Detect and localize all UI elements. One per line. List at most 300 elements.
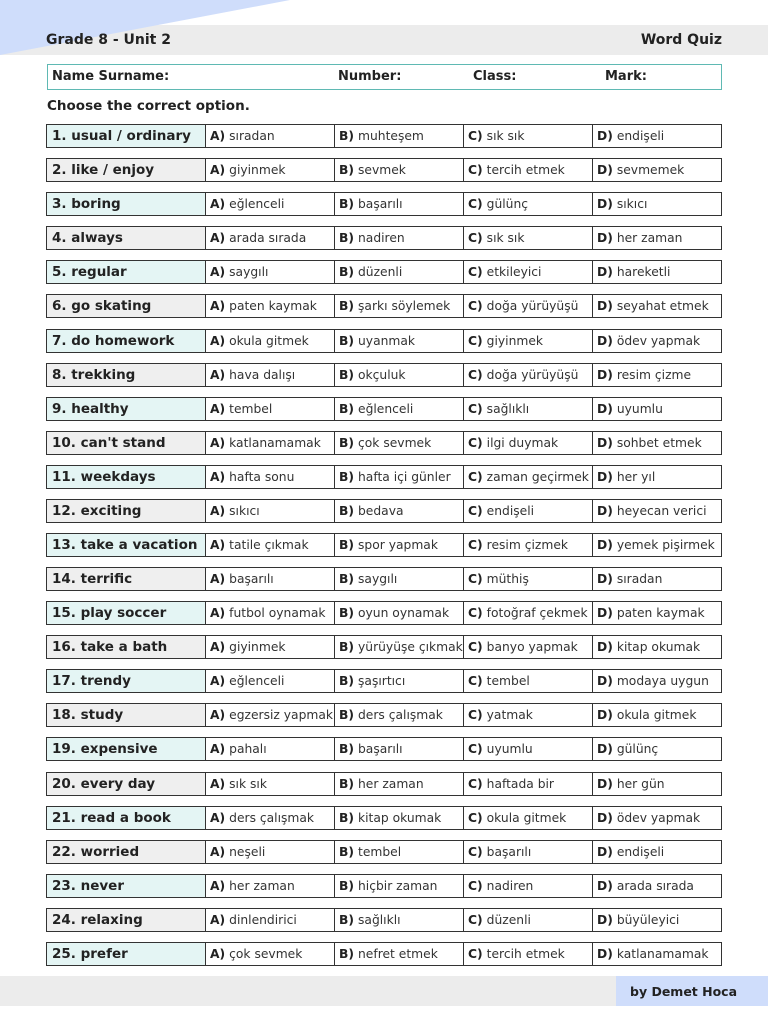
option-letter: A) [210, 878, 226, 893]
option-text: muhteşem [358, 129, 424, 143]
option-text: uyumlu [486, 742, 533, 757]
question-row [46, 601, 722, 625]
question-row [46, 669, 722, 693]
option-text: düzenli [486, 912, 531, 927]
answer-option[interactable] [464, 874, 593, 898]
answer-option[interactable] [335, 942, 464, 966]
answer-option[interactable] [464, 567, 593, 591]
option-text: tembel [358, 844, 402, 859]
option-text: nadiren [486, 878, 534, 893]
option-letter: B) [339, 776, 354, 791]
option-text: katlanamamak [616, 946, 709, 961]
question-row [46, 363, 722, 387]
answer-option[interactable] [335, 772, 464, 796]
option-letter: D) [597, 197, 613, 212]
option-letter: A) [210, 674, 226, 689]
option-letter: B) [339, 640, 354, 655]
answer-option[interactable] [593, 908, 722, 932]
option-text: gülünç [616, 742, 659, 757]
question-term: 8. trekking [46, 363, 206, 387]
option-text: kitap okumak [616, 640, 701, 655]
option-text: tercih etmek [486, 946, 565, 961]
option-letter: A) [210, 367, 226, 382]
answer-option[interactable] [335, 635, 464, 659]
option-text: saygılı [229, 265, 269, 280]
answer-option[interactable] [206, 942, 335, 966]
answer-option[interactable] [206, 635, 335, 659]
answer-option[interactable] [593, 499, 722, 523]
answer-option[interactable] [593, 840, 722, 864]
answer-option[interactable] [464, 363, 593, 387]
question-term: 13. take a vacation [46, 533, 206, 557]
answer-option[interactable] [593, 465, 722, 489]
name-surname-label: Name Surname: [52, 69, 170, 84]
answer-option[interactable] [464, 840, 593, 864]
answer-option[interactable] [593, 772, 722, 796]
answer-option[interactable] [464, 158, 593, 182]
option-text: sevmemek [616, 163, 685, 178]
answer-option[interactable] [593, 329, 722, 353]
question-row [46, 840, 722, 864]
option-text: sık sık [486, 129, 525, 143]
option-letter: A) [210, 129, 226, 143]
option-text: müthiş [486, 572, 529, 586]
option-text: gülünç [486, 197, 529, 212]
option-letter: B) [339, 367, 354, 382]
option-text: ödev yapmak [616, 333, 701, 348]
answer-option[interactable] [206, 192, 335, 216]
answer-option[interactable] [206, 533, 335, 557]
option-letter: C) [468, 197, 483, 212]
answer-option[interactable] [593, 806, 722, 830]
option-text: uyumlu [616, 401, 663, 416]
option-letter: C) [468, 844, 483, 859]
answer-option[interactable] [464, 703, 593, 727]
question-row [46, 942, 722, 966]
option-text: katlanamamak [229, 435, 321, 450]
question-term: 10. can't stand [46, 431, 206, 455]
option-letter: B) [339, 469, 354, 484]
option-text: arada sırada [616, 878, 694, 893]
answer-option[interactable] [206, 840, 335, 864]
option-letter: B) [339, 912, 354, 927]
option-letter: B) [339, 572, 354, 586]
option-letter: D) [597, 674, 613, 689]
answer-option[interactable] [593, 363, 722, 387]
answer-option[interactable] [464, 806, 593, 830]
option-text: yürüyüşe çıkmak [358, 640, 463, 655]
answer-option[interactable] [335, 601, 464, 625]
option-text: okula gitmek [229, 333, 309, 348]
option-letter: B) [339, 708, 354, 723]
question-row [46, 567, 722, 591]
answer-option[interactable] [593, 669, 722, 693]
answer-option[interactable] [335, 567, 464, 591]
option-letter: B) [339, 231, 354, 246]
option-letter: B) [339, 878, 354, 893]
question-row [46, 806, 722, 830]
option-text: heyecan verici [616, 503, 707, 518]
answer-option[interactable] [206, 397, 335, 421]
option-letter: B) [339, 810, 354, 825]
question-term: 6. go skating [46, 294, 206, 318]
answer-option[interactable] [464, 908, 593, 932]
question-row [46, 772, 722, 796]
answer-option[interactable] [464, 942, 593, 966]
option-letter: A) [210, 333, 226, 348]
answer-option[interactable] [335, 669, 464, 693]
answer-option[interactable] [593, 601, 722, 625]
option-letter: B) [339, 742, 354, 757]
answer-option[interactable] [593, 567, 722, 591]
option-letter: A) [210, 265, 226, 280]
question-term: 4. always [46, 226, 206, 250]
answer-option[interactable] [206, 703, 335, 727]
answer-option[interactable] [206, 669, 335, 693]
option-letter: B) [339, 333, 354, 348]
option-text: hava dalışı [229, 367, 296, 382]
answer-option[interactable] [464, 294, 593, 318]
answer-option[interactable] [464, 669, 593, 693]
student-info-box [47, 64, 722, 90]
option-letter: D) [597, 878, 613, 893]
answer-option[interactable] [464, 329, 593, 353]
question-row [46, 192, 722, 216]
option-text: modaya uygun [616, 674, 709, 689]
option-letter: A) [210, 503, 226, 518]
answer-option[interactable] [335, 874, 464, 898]
option-text: okçuluk [358, 367, 406, 382]
question-term: 7. do homework [46, 329, 206, 353]
answer-option[interactable] [593, 635, 722, 659]
option-text: başarılı [229, 572, 274, 586]
answer-option[interactable] [206, 329, 335, 353]
option-text: çok sevmek [229, 946, 303, 961]
option-text: neşeli [229, 844, 266, 859]
answer-option[interactable] [335, 431, 464, 455]
option-text: uyanmak [358, 333, 416, 348]
question-term: 16. take a bath [46, 635, 206, 659]
option-letter: A) [210, 912, 226, 927]
answer-option[interactable] [335, 533, 464, 557]
option-letter: C) [468, 469, 483, 484]
answer-option[interactable] [593, 124, 722, 148]
option-text: endişeli [486, 503, 535, 518]
answer-option[interactable] [206, 601, 335, 625]
option-letter: D) [597, 231, 613, 246]
answer-option[interactable] [335, 294, 464, 318]
answer-option[interactable] [206, 226, 335, 250]
option-text: sıradan [616, 572, 663, 586]
answer-option[interactable] [335, 226, 464, 250]
answer-option[interactable] [206, 431, 335, 455]
option-text: sevmek [358, 163, 406, 178]
answer-option[interactable] [593, 431, 722, 455]
option-letter: C) [468, 367, 483, 382]
option-text: her zaman [229, 878, 295, 893]
question-row [46, 397, 722, 421]
answer-option[interactable] [335, 158, 464, 182]
option-text: saygılı [358, 572, 398, 586]
answer-option[interactable] [593, 703, 722, 727]
answer-option[interactable] [335, 703, 464, 727]
answer-option[interactable] [464, 601, 593, 625]
option-letter: C) [468, 912, 483, 927]
option-text: sıkıcı [229, 503, 260, 518]
question-row [46, 533, 722, 557]
option-text: hareketli [616, 265, 671, 280]
question-row [46, 431, 722, 455]
answer-option[interactable] [335, 737, 464, 761]
option-letter: A) [210, 231, 226, 246]
option-text: pahalı [229, 742, 267, 757]
option-letter: D) [597, 776, 613, 791]
option-letter: C) [468, 776, 483, 791]
option-letter: A) [210, 435, 226, 450]
instruction-text: Choose the correct option. [47, 98, 250, 114]
option-letter: D) [597, 742, 613, 757]
option-letter: A) [210, 640, 226, 655]
option-text: doğa yürüyüşü [486, 367, 579, 382]
option-text: eğlenceli [358, 401, 414, 416]
option-letter: B) [339, 401, 354, 416]
option-text: giyinmek [229, 163, 286, 178]
option-letter: B) [339, 197, 354, 212]
question-term: 18. study [46, 703, 206, 727]
option-letter: C) [468, 299, 483, 314]
option-letter: B) [339, 299, 354, 314]
answer-option[interactable] [335, 806, 464, 830]
answer-option[interactable] [464, 737, 593, 761]
option-letter: D) [597, 299, 613, 314]
option-text: tembel [229, 401, 273, 416]
number-label: Number: [338, 69, 402, 84]
answer-option[interactable] [464, 499, 593, 523]
question-term: 15. play soccer [46, 601, 206, 625]
answer-option[interactable] [206, 874, 335, 898]
question-term: 14. terrific [46, 567, 206, 591]
option-letter: B) [339, 674, 354, 689]
option-letter: C) [468, 674, 483, 689]
option-text: hafta içi günler [358, 469, 451, 484]
option-text: tercih etmek [486, 163, 565, 178]
question-row [46, 226, 722, 250]
option-letter: C) [468, 401, 483, 416]
option-text: sık sık [486, 231, 525, 246]
answer-option[interactable] [206, 806, 335, 830]
option-letter: C) [468, 163, 483, 178]
option-text: her zaman [616, 231, 683, 246]
option-letter: D) [597, 469, 613, 484]
question-row [46, 465, 722, 489]
answer-option[interactable] [464, 397, 593, 421]
option-text: hafta sonu [229, 469, 295, 484]
option-text: sağlıklı [486, 401, 530, 416]
option-text: nadiren [358, 231, 405, 246]
option-letter: B) [339, 503, 354, 518]
answer-option[interactable] [206, 124, 335, 148]
option-letter: D) [597, 946, 613, 961]
answer-option[interactable] [593, 294, 722, 318]
option-text: sıradan [229, 129, 275, 143]
option-letter: A) [210, 538, 226, 552]
option-letter: A) [210, 946, 226, 961]
answer-option[interactable] [206, 567, 335, 591]
answer-option[interactable] [593, 397, 722, 421]
option-text: resim çizmek [486, 538, 569, 552]
answer-option[interactable] [335, 465, 464, 489]
option-text: endişeli [616, 844, 665, 859]
option-text: dinlendirici [229, 912, 297, 927]
option-text: paten kaymak [229, 299, 317, 314]
option-letter: D) [597, 435, 613, 450]
question-term: 3. boring [46, 192, 206, 216]
question-term: 22. worried [46, 840, 206, 864]
option-letter: D) [597, 367, 613, 382]
option-text: sık sık [229, 776, 267, 791]
option-text: resim çizme [616, 367, 692, 382]
option-text: futbol oynamak [229, 606, 326, 621]
option-text: paten kaymak [616, 606, 705, 621]
answer-option[interactable] [464, 124, 593, 148]
answer-option[interactable] [206, 772, 335, 796]
option-letter: B) [339, 129, 354, 143]
question-term: 5. regular [46, 260, 206, 284]
option-letter: A) [210, 844, 226, 859]
option-letter: A) [210, 197, 226, 212]
answer-option[interactable] [464, 431, 593, 455]
option-text: fotoğraf çekmek [486, 606, 588, 621]
answer-option[interactable] [335, 840, 464, 864]
option-text: ödev yapmak [616, 810, 701, 825]
option-text: her yıl [616, 469, 656, 484]
option-text: şaşırtıcı [358, 674, 406, 689]
option-letter: C) [468, 742, 483, 757]
answer-option[interactable] [206, 260, 335, 284]
option-text: eğlenceli [229, 197, 285, 212]
answer-option[interactable] [335, 192, 464, 216]
option-letter: C) [468, 333, 483, 348]
option-letter: A) [210, 776, 226, 791]
option-letter: D) [597, 912, 613, 927]
option-letter: A) [210, 401, 226, 416]
option-letter: C) [468, 435, 483, 450]
question-term: 17. trendy [46, 669, 206, 693]
question-row [46, 260, 722, 284]
option-letter: D) [597, 538, 613, 552]
answer-option[interactable] [464, 226, 593, 250]
answer-option[interactable] [593, 737, 722, 761]
option-text: kitap okumak [358, 810, 442, 825]
question-term: 2. like / enjoy [46, 158, 206, 182]
option-text: etkileyici [486, 265, 542, 280]
question-row [46, 635, 722, 659]
question-term: 19. expensive [46, 737, 206, 761]
option-letter: D) [597, 401, 613, 416]
answer-option[interactable] [335, 329, 464, 353]
answer-option[interactable] [335, 397, 464, 421]
answer-option[interactable] [464, 533, 593, 557]
question-term: 11. weekdays [46, 465, 206, 489]
answer-option[interactable] [206, 737, 335, 761]
option-text: bedava [358, 503, 404, 518]
answer-option[interactable] [593, 158, 722, 182]
option-text: giyinmek [229, 640, 286, 655]
question-term: 25. prefer [46, 942, 206, 966]
option-text: egzersiz yapmak [229, 708, 334, 723]
answer-option[interactable] [464, 192, 593, 216]
option-text: düzenli [358, 265, 403, 280]
answer-option[interactable] [593, 192, 722, 216]
answer-option[interactable] [593, 874, 722, 898]
option-text: her gün [616, 776, 665, 791]
answer-option[interactable] [206, 499, 335, 523]
answer-option[interactable] [335, 908, 464, 932]
answer-option[interactable] [335, 363, 464, 387]
option-letter: A) [210, 163, 226, 178]
option-letter: C) [468, 231, 483, 246]
option-letter: D) [597, 265, 613, 280]
answer-option[interactable] [593, 260, 722, 284]
option-text: çok sevmek [358, 435, 432, 450]
class-label: Class: [473, 69, 517, 84]
answer-option[interactable] [464, 260, 593, 284]
option-letter: C) [468, 946, 483, 961]
answer-option[interactable] [335, 124, 464, 148]
option-letter: D) [597, 572, 613, 586]
quiz-title: Word Quiz [640, 32, 722, 48]
question-term: 1. usual / ordinary [46, 124, 206, 148]
answer-option[interactable] [593, 942, 722, 966]
option-letter: A) [210, 742, 226, 757]
option-text: ilgi duymak [486, 435, 559, 450]
option-letter: C) [468, 810, 483, 825]
option-text: her zaman [358, 776, 424, 791]
answer-option[interactable] [593, 226, 722, 250]
option-letter: D) [597, 810, 613, 825]
option-letter: C) [468, 503, 483, 518]
option-text: tatile çıkmak [229, 538, 309, 552]
option-letter: C) [468, 640, 483, 655]
question-row [46, 499, 722, 523]
answer-option[interactable] [335, 499, 464, 523]
answer-option[interactable] [206, 158, 335, 182]
option-letter: B) [339, 946, 354, 961]
answer-option[interactable] [335, 260, 464, 284]
option-letter: C) [468, 708, 483, 723]
answer-option[interactable] [206, 363, 335, 387]
question-term: 21. read a book [46, 806, 206, 830]
answer-option[interactable] [206, 294, 335, 318]
answer-option[interactable] [206, 465, 335, 489]
answer-option[interactable] [464, 635, 593, 659]
answer-option[interactable] [464, 465, 593, 489]
option-text: spor yapmak [358, 538, 438, 552]
option-letter: A) [210, 572, 226, 586]
question-term: 12. exciting [46, 499, 206, 523]
answer-option[interactable] [593, 533, 722, 557]
option-text: nefret etmek [358, 946, 438, 961]
option-text: seyahat etmek [616, 299, 709, 314]
option-text: ders çalışmak [358, 708, 443, 723]
answer-option[interactable] [464, 772, 593, 796]
option-text: endişeli [616, 129, 665, 143]
option-letter: B) [339, 606, 354, 621]
answer-option[interactable] [206, 908, 335, 932]
option-text: okula gitmek [616, 708, 697, 723]
option-text: banyo yapmak [486, 640, 578, 655]
option-text: yatmak [486, 708, 533, 723]
